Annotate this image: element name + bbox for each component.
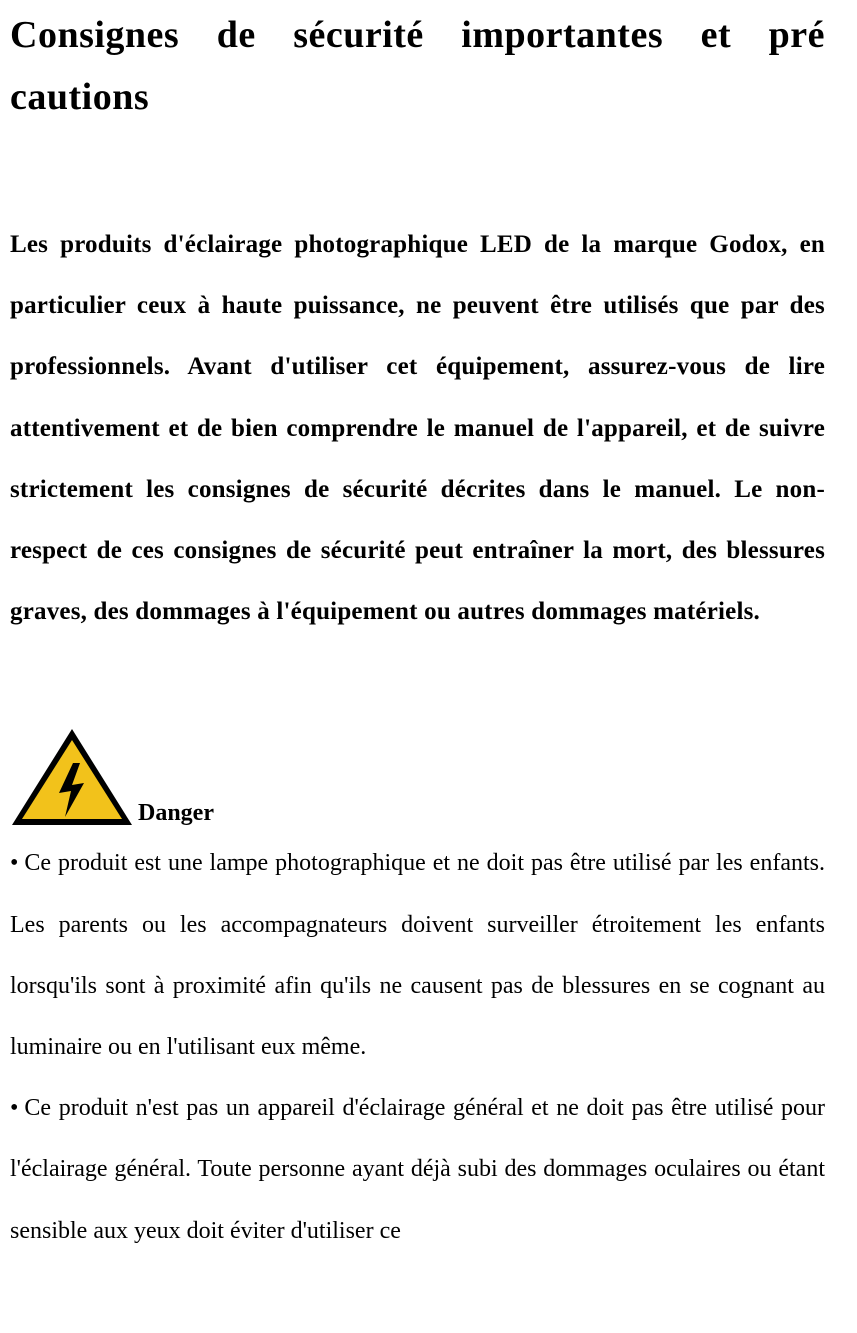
- intro-paragraph: Les produits d'éclairage photographique LED de la marque Godox, en particulier ceux à haute puissance, ne peuvent être utilisés que par des professionnels. Avant d'utiliser cet équipement, assurez-vous de lire attentivement et de bien comprendre le manuel de l'appareil, et de suivre strictement les consignes de sécurité décrites dans le manuel. Le non-respect de ces consignes de sécurité peut entraîner la mort, des blessures graves, des dommages à l'équipement ou autres dommages matériels.: [10, 231, 825, 626]
- high-voltage-warning-icon: [10, 727, 134, 827]
- page-title: Consignes de sécurité importantes et pré cautions: [10, 14, 825, 118]
- danger-list: [10, 833, 825, 1261]
- bullet-icon: •: [10, 850, 19, 877]
- danger-item-text: Ce produit est une lampe photographique et ne doit pas être utilisé par les enfants. Les parents ou les accompagnateurs doivent surveiller étroitement les enfants lorsqu'ils sont à proximité afin qu'ils ne causent pas de blessures en se cognant au luminaire ou en l'utilisant eux même.: [10, 850, 825, 1061]
- danger-item-1: [10, 833, 825, 1078]
- danger-item-text: Ce produit n'est pas un appareil d'éclairage général et ne doit pas être utilisé pour l'éclairage général. Toute personne ayant déjà subi des dommages oculaires ou étant sensible aux yeux doit éviter d'utiliser ce: [10, 1095, 825, 1244]
- danger-label: Danger: [138, 800, 214, 827]
- danger-heading: [10, 727, 825, 827]
- danger-item-2: [10, 1078, 825, 1262]
- document-page: [10, 0, 825, 1262]
- bullet-icon: •: [10, 1095, 19, 1122]
